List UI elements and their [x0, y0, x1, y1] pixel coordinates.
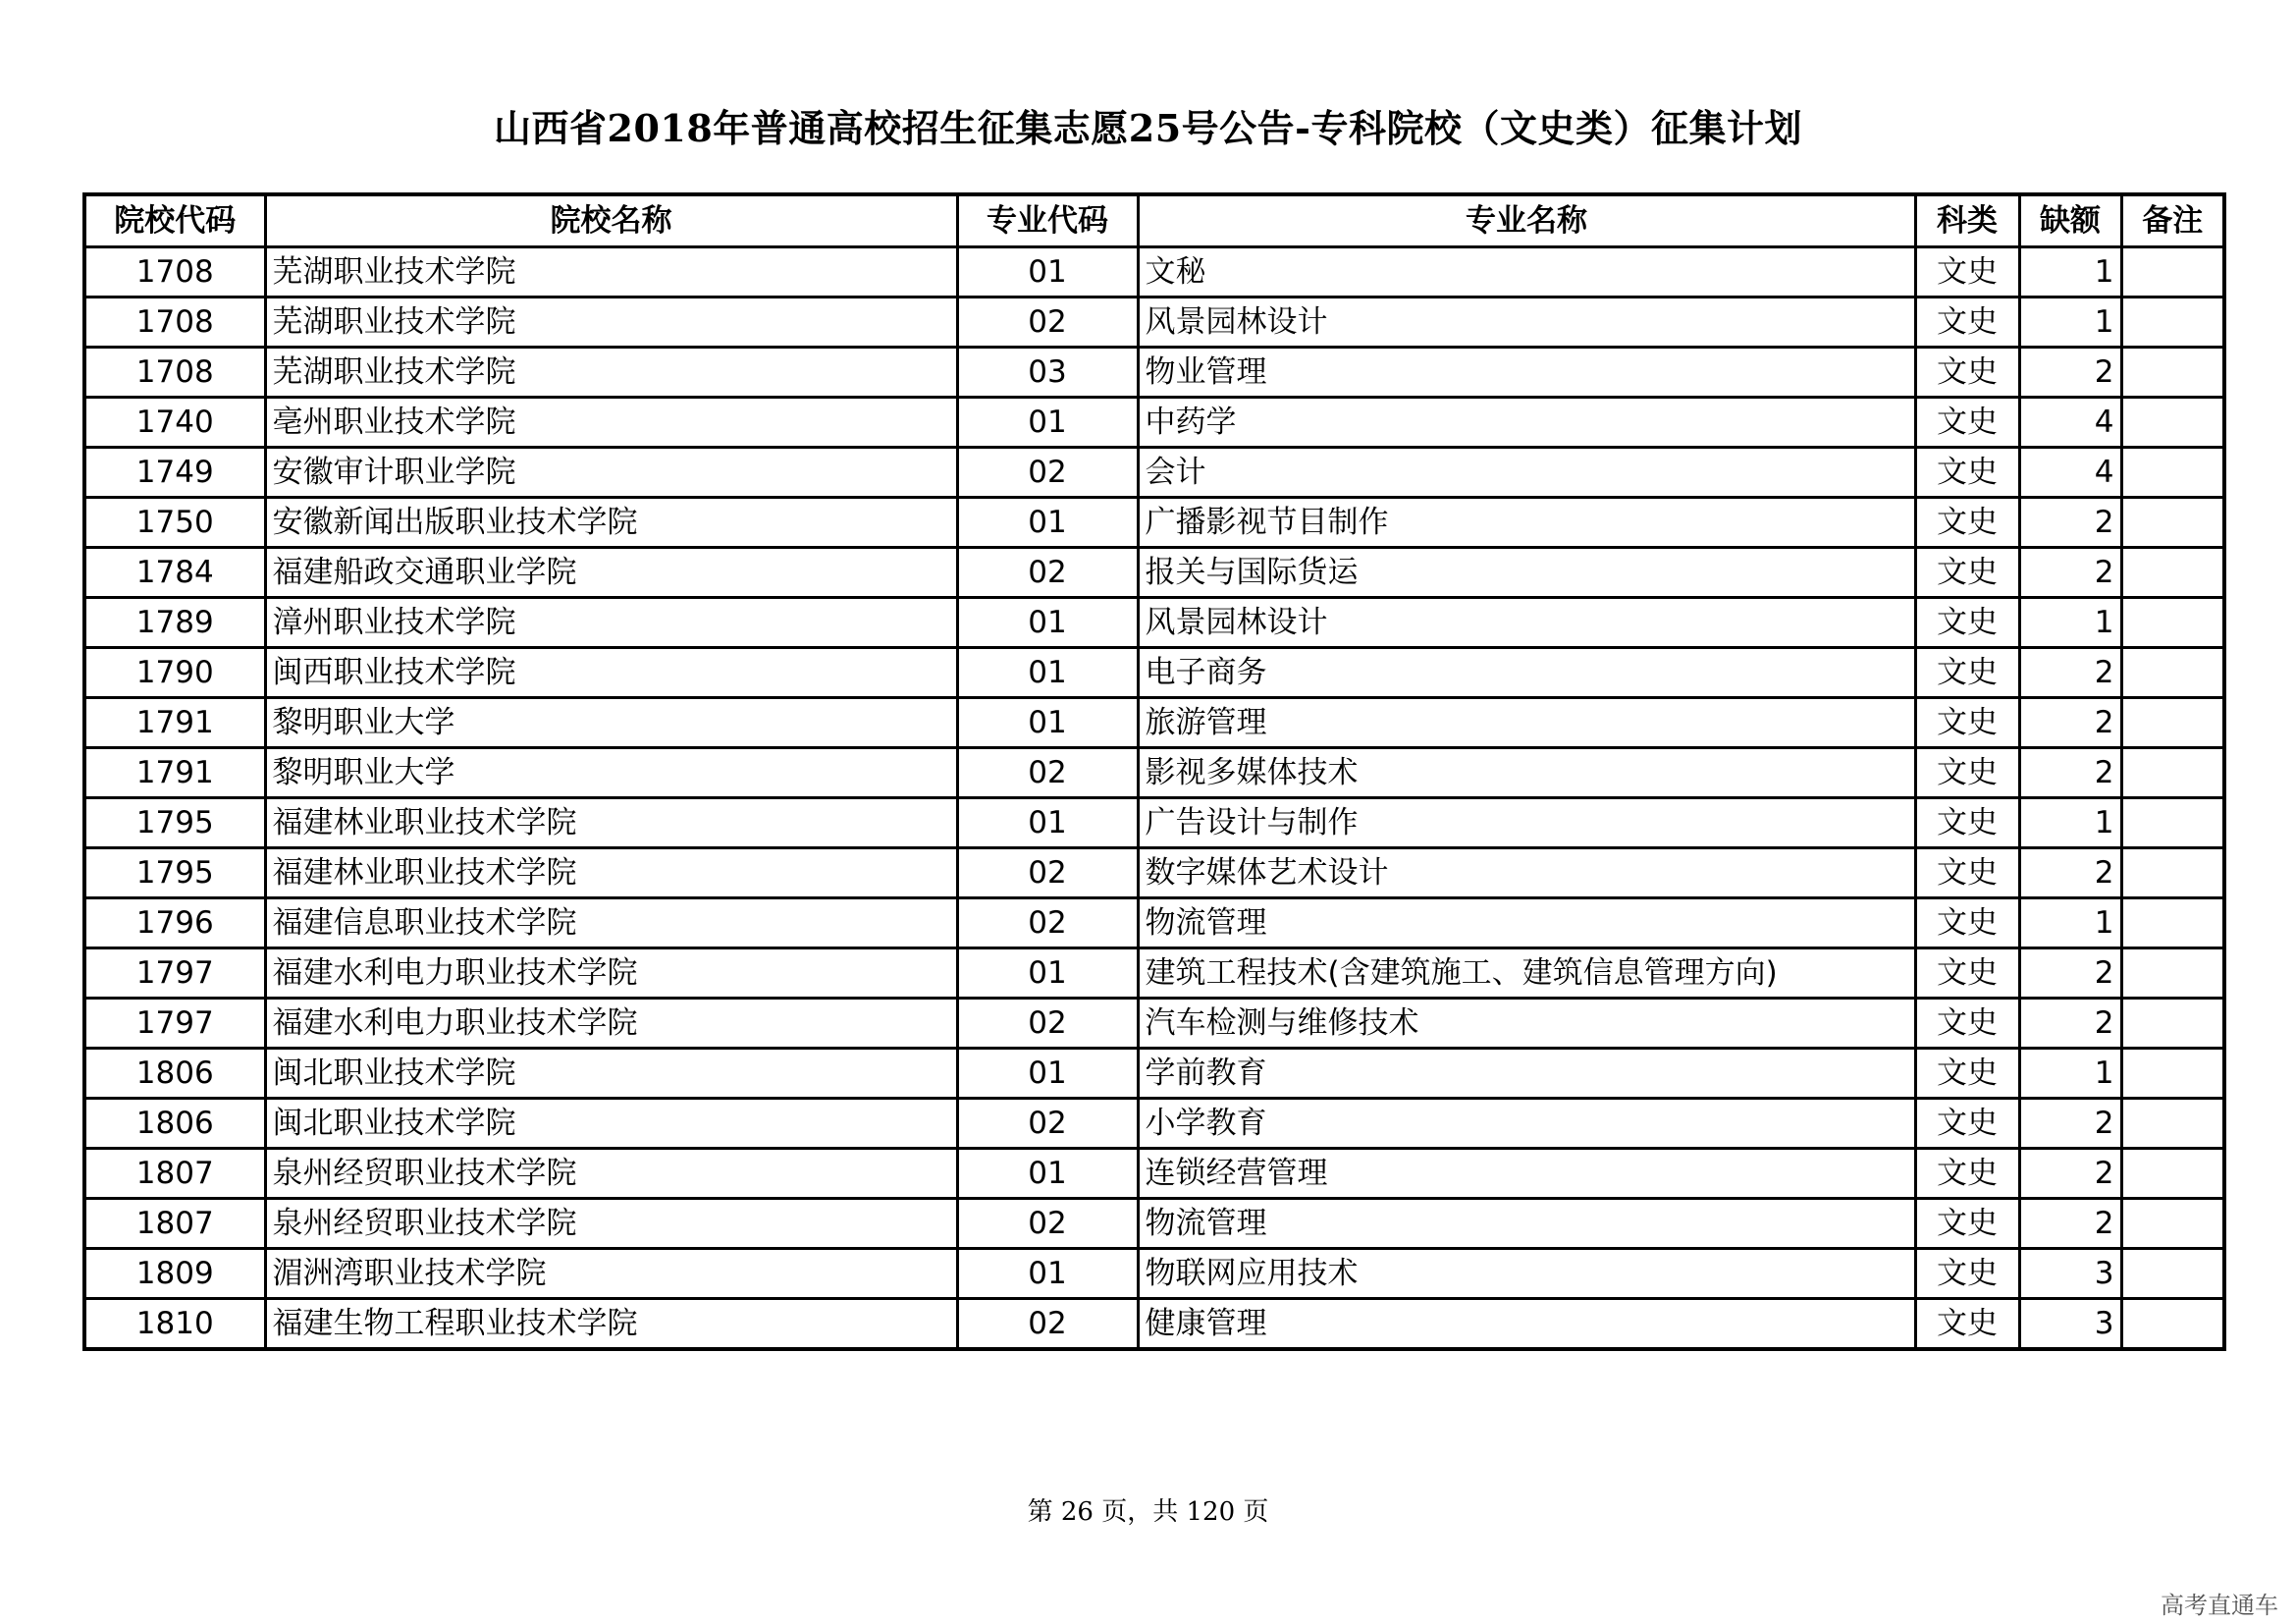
table-row — [84, 247, 2224, 298]
cell-school-code: 1750 — [84, 498, 265, 548]
cell-school-code: 1807 — [84, 1199, 265, 1249]
cell-vacancies: 2 — [2019, 948, 2121, 999]
cell-category: 文史 — [1915, 648, 2019, 698]
cell-school-name: 亳州职业技术学院 — [265, 398, 957, 448]
cell-school-name: 福建林业职业技术学院 — [265, 848, 957, 898]
cell-vacancies: 1 — [2019, 798, 2121, 848]
header-remarks: 备注 — [2121, 194, 2224, 247]
cell-remarks — [2121, 348, 2224, 398]
cell-vacancies: 1 — [2019, 247, 2121, 298]
cell-remarks — [2121, 748, 2224, 798]
page-title: 山西省2018年普通高校招生征集志愿25号公告-专科院校（文史类）征集计划 — [494, 106, 1802, 150]
cell-school-code: 1796 — [84, 898, 265, 948]
cell-school-name: 芜湖职业技术学院 — [265, 348, 957, 398]
cell-major-code: 02 — [957, 1299, 1138, 1350]
cell-major-code: 02 — [957, 448, 1138, 498]
cell-major-code: 01 — [957, 798, 1138, 848]
cell-school-code: 1791 — [84, 698, 265, 748]
page-number: 第 26 页，共 120 页 — [1027, 1497, 1269, 1527]
cell-category: 文史 — [1915, 598, 2019, 648]
cell-major-code: 02 — [957, 999, 1138, 1049]
cell-category: 文史 — [1915, 1199, 2019, 1249]
cell-major-name: 电子商务 — [1138, 648, 1915, 698]
table-row — [84, 298, 2224, 348]
cell-school-code: 1740 — [84, 398, 265, 448]
cell-vacancies: 4 — [2019, 398, 2121, 448]
table-row — [84, 1199, 2224, 1249]
cell-school-code: 1708 — [84, 247, 265, 298]
table-row — [84, 948, 2224, 999]
table-row — [84, 898, 2224, 948]
cell-category: 文史 — [1915, 1299, 2019, 1350]
cell-major-code: 02 — [957, 848, 1138, 898]
cell-vacancies: 2 — [2019, 698, 2121, 748]
cell-school-name: 安徽审计职业学院 — [265, 448, 957, 498]
header-major-code: 专业代码 — [957, 194, 1138, 247]
cell-category: 文史 — [1915, 1049, 2019, 1099]
cell-major-name: 小学教育 — [1138, 1099, 1915, 1149]
cell-school-name: 闽北职业技术学院 — [265, 1049, 957, 1099]
cell-school-code: 1790 — [84, 648, 265, 698]
cell-major-code: 02 — [957, 898, 1138, 948]
cell-school-code: 1791 — [84, 748, 265, 798]
cell-major-code: 01 — [957, 1249, 1138, 1299]
cell-category: 文史 — [1915, 1099, 2019, 1149]
cell-school-name: 芜湖职业技术学院 — [265, 298, 957, 348]
cell-major-code: 02 — [957, 1099, 1138, 1149]
cell-school-name: 黎明职业大学 — [265, 748, 957, 798]
cell-major-name: 物业管理 — [1138, 348, 1915, 398]
cell-remarks — [2121, 1049, 2224, 1099]
cell-remarks — [2121, 698, 2224, 748]
cell-category: 文史 — [1915, 898, 2019, 948]
cell-major-code: 01 — [957, 1049, 1138, 1099]
table-row — [84, 1099, 2224, 1149]
cell-major-code: 01 — [957, 498, 1138, 548]
cell-school-name: 福建生物工程职业技术学院 — [265, 1299, 957, 1350]
cell-major-name: 文秘 — [1138, 247, 1915, 298]
cell-major-name: 物联网应用技术 — [1138, 1249, 1915, 1299]
cell-remarks — [2121, 948, 2224, 999]
table-row — [84, 698, 2224, 748]
cell-school-code: 1809 — [84, 1249, 265, 1299]
cell-school-name: 泉州经贸职业技术学院 — [265, 1149, 957, 1199]
cell-major-name: 报关与国际货运 — [1138, 548, 1915, 598]
cell-major-name: 广告设计与制作 — [1138, 798, 1915, 848]
cell-school-name: 福建水利电力职业技术学院 — [265, 999, 957, 1049]
cell-remarks — [2121, 999, 2224, 1049]
cell-vacancies: 1 — [2019, 898, 2121, 948]
cell-category: 文史 — [1915, 448, 2019, 498]
cell-remarks — [2121, 548, 2224, 598]
table-row — [84, 1049, 2224, 1099]
cell-vacancies: 2 — [2019, 1099, 2121, 1149]
cell-category: 文史 — [1915, 1149, 2019, 1199]
cell-vacancies: 3 — [2019, 1299, 2121, 1350]
cell-vacancies: 3 — [2019, 1249, 2121, 1299]
cell-school-code: 1807 — [84, 1149, 265, 1199]
cell-vacancies: 2 — [2019, 498, 2121, 548]
cell-category: 文史 — [1915, 798, 2019, 848]
cell-vacancies: 1 — [2019, 598, 2121, 648]
cell-major-code: 02 — [957, 298, 1138, 348]
cell-major-name: 连锁经营管理 — [1138, 1149, 1915, 1199]
cell-school-name: 闽西职业技术学院 — [265, 648, 957, 698]
cell-major-name: 风景园林设计 — [1138, 298, 1915, 348]
cell-vacancies: 2 — [2019, 648, 2121, 698]
header-school-name: 院校名称 — [265, 194, 957, 247]
table-row — [84, 598, 2224, 648]
cell-major-name: 建筑工程技术(含建筑施工、建筑信息管理方向) — [1138, 948, 1915, 999]
cell-remarks — [2121, 498, 2224, 548]
cell-major-name: 物流管理 — [1138, 898, 1915, 948]
cell-major-code: 03 — [957, 348, 1138, 398]
cell-remarks — [2121, 898, 2224, 948]
cell-major-name: 物流管理 — [1138, 1199, 1915, 1249]
table-row — [84, 1299, 2224, 1350]
cell-school-code: 1749 — [84, 448, 265, 498]
cell-category: 文史 — [1915, 548, 2019, 598]
cell-major-name: 旅游管理 — [1138, 698, 1915, 748]
cell-major-code: 01 — [957, 698, 1138, 748]
cell-remarks — [2121, 1249, 2224, 1299]
cell-school-code: 1810 — [84, 1299, 265, 1350]
cell-major-code: 01 — [957, 398, 1138, 448]
cell-category: 文史 — [1915, 848, 2019, 898]
header-major-name: 专业名称 — [1138, 194, 1915, 247]
cell-vacancies: 2 — [2019, 1199, 2121, 1249]
cell-remarks — [2121, 1199, 2224, 1249]
cell-remarks — [2121, 298, 2224, 348]
cell-remarks — [2121, 448, 2224, 498]
cell-vacancies: 1 — [2019, 1049, 2121, 1099]
table-row — [84, 548, 2224, 598]
cell-school-name: 福建船政交通职业学院 — [265, 548, 957, 598]
cell-remarks — [2121, 598, 2224, 648]
cell-category: 文史 — [1915, 748, 2019, 798]
cell-school-code: 1797 — [84, 999, 265, 1049]
cell-school-code: 1806 — [84, 1099, 265, 1149]
cell-school-code: 1795 — [84, 798, 265, 848]
header-category: 科类 — [1915, 194, 2019, 247]
cell-category: 文史 — [1915, 247, 2019, 298]
cell-vacancies: 2 — [2019, 548, 2121, 598]
cell-school-name: 福建信息职业技术学院 — [265, 898, 957, 948]
cell-category: 文史 — [1915, 1249, 2019, 1299]
cell-major-name: 广播影视节目制作 — [1138, 498, 1915, 548]
cell-remarks — [2121, 1299, 2224, 1350]
cell-vacancies: 1 — [2019, 298, 2121, 348]
cell-school-code: 1784 — [84, 548, 265, 598]
table-row — [84, 798, 2224, 848]
cell-major-code: 02 — [957, 548, 1138, 598]
table-row — [84, 448, 2224, 498]
cell-major-name: 中药学 — [1138, 398, 1915, 448]
cell-remarks — [2121, 1099, 2224, 1149]
cell-major-name: 学前教育 — [1138, 1049, 1915, 1099]
cell-school-name: 芜湖职业技术学院 — [265, 247, 957, 298]
cell-school-code: 1708 — [84, 298, 265, 348]
cell-category: 文史 — [1915, 698, 2019, 748]
cell-category: 文史 — [1915, 348, 2019, 398]
cell-vacancies: 2 — [2019, 348, 2121, 398]
table-header-row — [84, 194, 2224, 247]
cell-major-code: 01 — [957, 247, 1138, 298]
cell-remarks — [2121, 648, 2224, 698]
cell-school-name: 黎明职业大学 — [265, 698, 957, 748]
cell-vacancies: 2 — [2019, 848, 2121, 898]
cell-category: 文史 — [1915, 398, 2019, 448]
cell-school-name: 安徽新闻出版职业技术学院 — [265, 498, 957, 548]
cell-school-name: 漳州职业技术学院 — [265, 598, 957, 648]
table-row — [84, 748, 2224, 798]
table-row — [84, 1249, 2224, 1299]
cell-vacancies: 4 — [2019, 448, 2121, 498]
cell-vacancies: 2 — [2019, 748, 2121, 798]
cell-major-code: 01 — [957, 1149, 1138, 1199]
cell-school-code: 1708 — [84, 348, 265, 398]
cell-major-name: 健康管理 — [1138, 1299, 1915, 1350]
cell-major-name: 会计 — [1138, 448, 1915, 498]
cell-school-name: 福建水利电力职业技术学院 — [265, 948, 957, 999]
table-row — [84, 498, 2224, 548]
cell-school-name: 福建林业职业技术学院 — [265, 798, 957, 848]
cell-remarks — [2121, 848, 2224, 898]
cell-remarks — [2121, 798, 2224, 848]
cell-category: 文史 — [1915, 948, 2019, 999]
cell-remarks — [2121, 1149, 2224, 1199]
table-row — [84, 999, 2224, 1049]
cell-major-code: 02 — [957, 1199, 1138, 1249]
table-body — [84, 247, 2224, 1350]
cell-major-name: 风景园林设计 — [1138, 598, 1915, 648]
enrollment-plan-table — [82, 192, 2226, 1351]
cell-major-code: 02 — [957, 748, 1138, 798]
cell-school-name: 湄洲湾职业技术学院 — [265, 1249, 957, 1299]
header-school-code: 院校代码 — [84, 194, 265, 247]
cell-category: 文史 — [1915, 298, 2019, 348]
cell-vacancies: 2 — [2019, 999, 2121, 1049]
table-row — [84, 348, 2224, 398]
watermark-text: 高考直通车 — [2161, 1592, 2278, 1619]
cell-major-code: 01 — [957, 598, 1138, 648]
cell-remarks — [2121, 247, 2224, 298]
cell-major-code: 01 — [957, 648, 1138, 698]
cell-category: 文史 — [1915, 498, 2019, 548]
cell-category: 文史 — [1915, 999, 2019, 1049]
cell-school-code: 1795 — [84, 848, 265, 898]
cell-major-name: 汽车检测与维修技术 — [1138, 999, 1915, 1049]
cell-vacancies: 2 — [2019, 1149, 2121, 1199]
cell-school-code: 1806 — [84, 1049, 265, 1099]
cell-school-name: 泉州经贸职业技术学院 — [265, 1199, 957, 1249]
cell-major-name: 影视多媒体技术 — [1138, 748, 1915, 798]
cell-school-code: 1789 — [84, 598, 265, 648]
cell-major-name: 数字媒体艺术设计 — [1138, 848, 1915, 898]
header-vacancies: 缺额 — [2019, 194, 2121, 247]
cell-major-code: 01 — [957, 948, 1138, 999]
table-row — [84, 848, 2224, 898]
table-row — [84, 398, 2224, 448]
cell-school-name: 闽北职业技术学院 — [265, 1099, 957, 1149]
table-row — [84, 648, 2224, 698]
cell-remarks — [2121, 398, 2224, 448]
cell-school-code: 1797 — [84, 948, 265, 999]
table-row — [84, 1149, 2224, 1199]
